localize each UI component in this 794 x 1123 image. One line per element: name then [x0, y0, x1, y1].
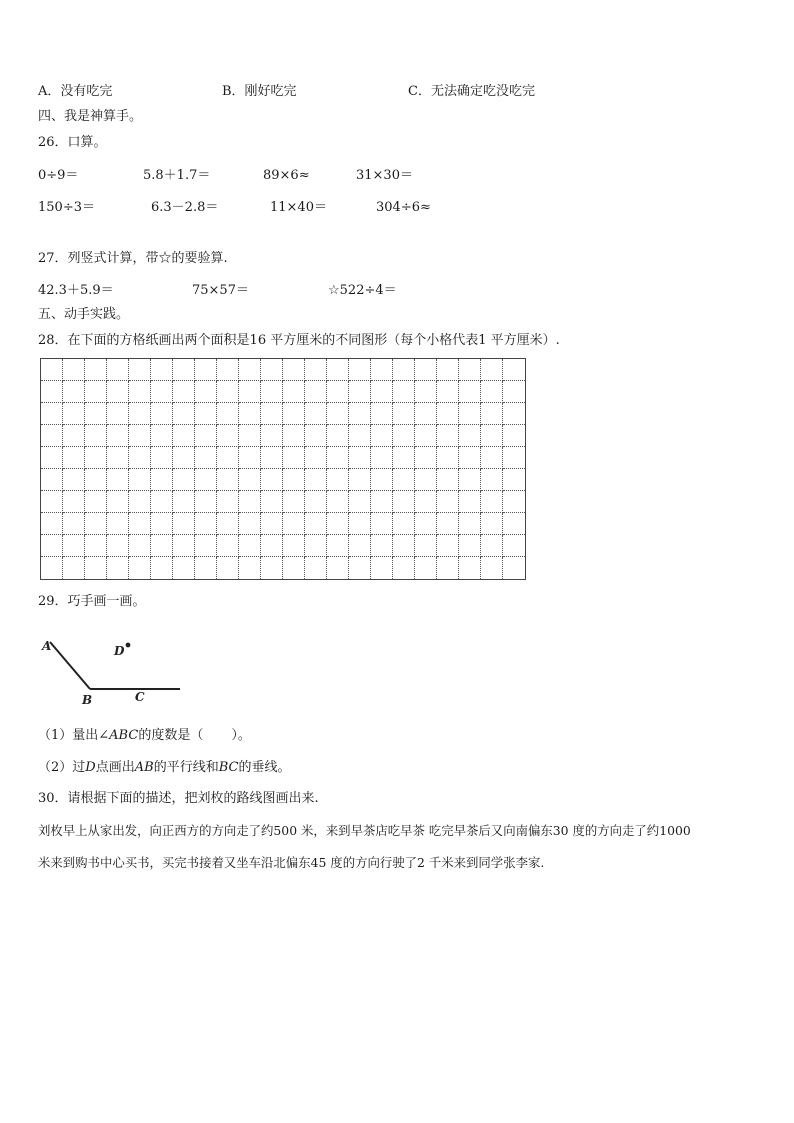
grid-cell[interactable] — [393, 447, 415, 469]
grid-cell[interactable] — [481, 425, 503, 447]
grid-cell[interactable] — [239, 447, 261, 469]
grid-cell[interactable] — [261, 381, 283, 403]
grid-cell[interactable] — [107, 359, 129, 381]
grid-cell[interactable] — [173, 403, 195, 425]
grid-cell[interactable] — [503, 425, 525, 447]
grid-cell[interactable] — [173, 513, 195, 535]
grid-cell[interactable] — [173, 381, 195, 403]
grid-cell[interactable] — [349, 557, 371, 579]
q29-sub2-pre: （2）过 — [38, 760, 86, 775]
q29-sub2-mid1: 点画出 — [95, 760, 135, 775]
grid-cell[interactable] — [41, 513, 63, 535]
point-d — [126, 643, 131, 648]
grid-cell[interactable] — [261, 447, 283, 469]
q28-title: 28．在下面的方格纸画出两个面积是16 平方厘米的不同图形（每个小格代表1 平方厘米）. — [38, 333, 560, 348]
grid-cell[interactable] — [85, 557, 107, 579]
grid-cell[interactable] — [327, 469, 349, 491]
grid-cell[interactable] — [481, 513, 503, 535]
grid-cell[interactable] — [173, 447, 195, 469]
grid-cell[interactable] — [371, 513, 393, 535]
grid-cell[interactable] — [217, 469, 239, 491]
grid-cell[interactable] — [195, 381, 217, 403]
grid-cell[interactable] — [283, 359, 305, 381]
grid-cell[interactable] — [239, 491, 261, 513]
grid-cell[interactable] — [305, 425, 327, 447]
grid-cell[interactable] — [63, 425, 85, 447]
grid-cell[interactable] — [129, 557, 151, 579]
grid-cell[interactable] — [217, 381, 239, 403]
grid-cell[interactable] — [503, 513, 525, 535]
q30-title: 30．请根据下面的描述，把刘枚的路线图画出来. — [38, 791, 319, 806]
grid-cell[interactable] — [437, 425, 459, 447]
grid-cell[interactable] — [393, 469, 415, 491]
grid-cell[interactable] — [503, 447, 525, 469]
grid-cell[interactable] — [283, 491, 305, 513]
grid-cell[interactable] — [261, 469, 283, 491]
grid-cell[interactable] — [85, 491, 107, 513]
grid-cell[interactable] — [239, 557, 261, 579]
grid-cell[interactable] — [239, 403, 261, 425]
grid-cell[interactable] — [415, 425, 437, 447]
grid-cell[interactable] — [41, 403, 63, 425]
grid-cell[interactable] — [371, 557, 393, 579]
grid-cell[interactable] — [371, 425, 393, 447]
grid-cell[interactable] — [283, 425, 305, 447]
grid-cell[interactable] — [305, 403, 327, 425]
grid-cell[interactable] — [129, 447, 151, 469]
grid-cell[interactable] — [283, 447, 305, 469]
grid-cell[interactable] — [195, 403, 217, 425]
grid-cell[interactable] — [129, 381, 151, 403]
grid-cell[interactable] — [459, 491, 481, 513]
grid-cell[interactable] — [85, 425, 107, 447]
q30-text-line1: 刘枚早上从家出发，向正西方的方向走了约500 米，来到早茶店吃早茶 吃完早茶后又向南偏东30 度的方向走了约1000 — [38, 823, 691, 838]
grid-cell[interactable] — [129, 403, 151, 425]
grid-cell[interactable] — [107, 381, 129, 403]
grid-cell[interactable] — [481, 491, 503, 513]
grid-cell[interactable] — [41, 491, 63, 513]
grid-cell[interactable] — [173, 425, 195, 447]
grid-cell[interactable] — [129, 469, 151, 491]
grid-cell[interactable] — [107, 557, 129, 579]
grid-cell[interactable] — [371, 447, 393, 469]
grid-cell[interactable] — [305, 447, 327, 469]
grid-cell[interactable] — [283, 513, 305, 535]
grid-cell[interactable] — [85, 403, 107, 425]
grid-cell[interactable] — [261, 403, 283, 425]
grid-cell[interactable] — [415, 557, 437, 579]
q29-sub2-point-d: D — [85, 760, 96, 775]
grid-cell[interactable] — [107, 535, 129, 557]
label-b: B — [82, 693, 93, 707]
grid-cell[interactable] — [217, 425, 239, 447]
q27-item: 75×57＝ — [192, 283, 249, 298]
grid-cell[interactable] — [481, 535, 503, 557]
grid-cell[interactable] — [151, 557, 173, 579]
grid-cell[interactable] — [393, 491, 415, 513]
grid-cell[interactable] — [63, 381, 85, 403]
grid-cell[interactable] — [327, 491, 349, 513]
q29-sub1-end: ）。 — [231, 728, 251, 743]
q29-sub2-ab: AB — [134, 760, 154, 775]
grid-cell[interactable] — [503, 359, 525, 381]
q29-sub1-post: 的度数是（ — [138, 728, 204, 743]
grid-cell[interactable] — [371, 359, 393, 381]
grid-cell[interactable] — [459, 513, 481, 535]
grid-cell[interactable] — [459, 359, 481, 381]
grid-cell[interactable] — [195, 447, 217, 469]
grid-cell[interactable] — [217, 535, 239, 557]
grid-cell[interactable] — [195, 491, 217, 513]
grid-cell[interactable] — [217, 491, 239, 513]
grid-cell[interactable] — [239, 381, 261, 403]
grid-cell[interactable] — [481, 447, 503, 469]
q26-item: 89×6≈ — [263, 168, 310, 183]
grid-cell[interactable] — [415, 381, 437, 403]
grid-cell[interactable] — [437, 447, 459, 469]
grid-cell[interactable] — [283, 469, 305, 491]
grid-cell[interactable] — [261, 425, 283, 447]
grid-cell[interactable] — [283, 535, 305, 557]
q29-sub1-angle: ∠ABC — [98, 728, 139, 743]
q26-title: 26．口算。 — [38, 135, 107, 150]
grid-cell[interactable] — [41, 447, 63, 469]
grid-cell[interactable] — [41, 535, 63, 557]
grid-cell[interactable] — [107, 425, 129, 447]
grid-cell[interactable] — [371, 469, 393, 491]
grid-cell[interactable] — [481, 403, 503, 425]
grid-cell[interactable] — [129, 513, 151, 535]
grid-cell[interactable] — [393, 403, 415, 425]
grid-cell[interactable] — [393, 557, 415, 579]
grid-cell[interactable] — [503, 381, 525, 403]
grid-cell[interactable] — [129, 359, 151, 381]
grid-paper[interactable] — [40, 358, 526, 580]
grid-cell[interactable] — [437, 557, 459, 579]
grid-cell[interactable] — [173, 535, 195, 557]
grid-cell[interactable] — [393, 381, 415, 403]
grid-cell[interactable] — [305, 469, 327, 491]
grid-cell[interactable] — [503, 535, 525, 557]
grid-cell[interactable] — [107, 469, 129, 491]
grid-cell[interactable] — [195, 359, 217, 381]
grid-cell[interactable] — [393, 425, 415, 447]
grid-cell[interactable] — [327, 513, 349, 535]
q26-item: 304÷6≈ — [376, 200, 431, 215]
grid-cell[interactable] — [481, 469, 503, 491]
grid-cell[interactable] — [107, 513, 129, 535]
grid-cell[interactable] — [85, 513, 107, 535]
grid-cell[interactable] — [503, 557, 525, 579]
grid-cell[interactable] — [459, 535, 481, 557]
grid-cell[interactable] — [437, 513, 459, 535]
q26-item: 0÷9＝ — [38, 168, 79, 183]
grid-cell[interactable] — [481, 381, 503, 403]
option-c: C．无法确定吃没吃完 — [408, 84, 535, 99]
grid-cell[interactable] — [437, 403, 459, 425]
grid-cell[interactable] — [349, 403, 371, 425]
grid-cell[interactable] — [349, 513, 371, 535]
grid-cell[interactable] — [129, 425, 151, 447]
grid-cell[interactable] — [415, 469, 437, 491]
grid-cell[interactable] — [129, 535, 151, 557]
grid-cell[interactable] — [349, 425, 371, 447]
grid-cell[interactable] — [129, 491, 151, 513]
grid-cell[interactable] — [437, 491, 459, 513]
grid-cell[interactable] — [503, 469, 525, 491]
q29-sub2-end: 的垂线。 — [238, 760, 291, 775]
grid-cell[interactable] — [217, 359, 239, 381]
grid-cell[interactable] — [305, 513, 327, 535]
grid-cell[interactable] — [371, 381, 393, 403]
q26-item: 6.3－2.8＝ — [151, 200, 219, 215]
label-d: D — [114, 644, 125, 658]
grid-cell[interactable] — [503, 403, 525, 425]
grid-cell[interactable] — [63, 403, 85, 425]
grid-cell[interactable] — [371, 535, 393, 557]
grid-cell[interactable] — [371, 491, 393, 513]
grid-cell[interactable] — [173, 491, 195, 513]
grid-cell[interactable] — [415, 403, 437, 425]
grid-cell[interactable] — [85, 359, 107, 381]
grid-cell[interactable] — [371, 403, 393, 425]
q29-sub2-mid2: 的平行线和 — [153, 760, 219, 775]
q27-title: 27．列竖式计算，带☆的要验算. — [38, 251, 228, 266]
grid-cell[interactable] — [393, 359, 415, 381]
grid-cell[interactable] — [327, 359, 349, 381]
grid-cell[interactable] — [327, 447, 349, 469]
grid-cell[interactable] — [239, 469, 261, 491]
grid-cell[interactable] — [349, 359, 371, 381]
grid-cell[interactable] — [217, 557, 239, 579]
grid-cell[interactable] — [459, 381, 481, 403]
grid-cell[interactable] — [151, 535, 173, 557]
grid-cell[interactable] — [283, 381, 305, 403]
grid-cell[interactable] — [261, 535, 283, 557]
grid-cell[interactable] — [437, 535, 459, 557]
grid-cell[interactable] — [217, 403, 239, 425]
q29-sub1-pre: （1）量出 — [38, 728, 99, 743]
label-a: A — [42, 639, 52, 653]
grid-cell[interactable] — [173, 359, 195, 381]
q26-item: 150÷3＝ — [38, 200, 95, 215]
grid-cell[interactable] — [107, 447, 129, 469]
grid-cell[interactable] — [151, 425, 173, 447]
section-5-heading: 五、动手实践。 — [38, 307, 130, 322]
grid-cell[interactable] — [195, 513, 217, 535]
grid-cell[interactable] — [459, 425, 481, 447]
grid-cell[interactable] — [195, 425, 217, 447]
grid-cell[interactable] — [349, 469, 371, 491]
grid-cell[interactable] — [437, 469, 459, 491]
grid-cell[interactable] — [41, 359, 63, 381]
angle-abc-figure — [36, 630, 186, 710]
grid-cell[interactable] — [459, 403, 481, 425]
grid-cell[interactable] — [459, 469, 481, 491]
label-c: C — [135, 690, 145, 704]
grid-cell[interactable] — [261, 557, 283, 579]
grid-cell[interactable] — [63, 469, 85, 491]
grid-cell[interactable] — [63, 447, 85, 469]
grid-cell[interactable] — [41, 425, 63, 447]
grid-cell[interactable] — [85, 447, 107, 469]
grid-cell[interactable] — [151, 403, 173, 425]
grid-cell[interactable] — [173, 469, 195, 491]
grid-cell[interactable] — [239, 513, 261, 535]
grid-cell[interactable] — [63, 513, 85, 535]
grid-cell[interactable] — [459, 557, 481, 579]
grid-cell[interactable] — [327, 535, 349, 557]
option-b: B．刚好吃完 — [222, 84, 297, 99]
grid-cell[interactable] — [415, 491, 437, 513]
grid-cell[interactable] — [503, 491, 525, 513]
grid-cell[interactable] — [63, 491, 85, 513]
grid-cell[interactable] — [195, 535, 217, 557]
grid-cell[interactable] — [217, 447, 239, 469]
option-a: A．没有吃完 — [38, 84, 113, 99]
grid-cell[interactable] — [85, 535, 107, 557]
grid-cell[interactable] — [327, 425, 349, 447]
grid-cell[interactable] — [415, 513, 437, 535]
grid-cell[interactable] — [195, 557, 217, 579]
q27-item: ☆522÷4＝ — [328, 283, 397, 298]
grid-cell[interactable] — [349, 447, 371, 469]
q26-item: 5.8＋1.7＝ — [143, 168, 211, 183]
grid-cell[interactable] — [239, 535, 261, 557]
ray-ba — [50, 642, 90, 689]
grid-cell[interactable] — [151, 359, 173, 381]
grid-cell[interactable] — [437, 381, 459, 403]
q29-title: 29．巧手画一画。 — [38, 594, 146, 609]
grid-cell[interactable] — [261, 491, 283, 513]
grid-cell[interactable] — [107, 491, 129, 513]
grid-cell[interactable] — [305, 535, 327, 557]
grid-cell[interactable] — [459, 447, 481, 469]
grid-cell[interactable] — [349, 381, 371, 403]
grid-cell[interactable] — [41, 469, 63, 491]
grid-cell[interactable] — [63, 359, 85, 381]
q29-sub2 — [38, 760, 290, 776]
grid-cell[interactable] — [349, 491, 371, 513]
q29-sub1 — [38, 728, 251, 744]
grid-cell[interactable] — [151, 491, 173, 513]
grid-cell[interactable] — [107, 403, 129, 425]
grid-cell[interactable] — [415, 535, 437, 557]
section-4-heading: 四、我是神算手。 — [38, 109, 143, 124]
grid-cell[interactable] — [41, 381, 63, 403]
q26-item: 11×40＝ — [270, 200, 327, 215]
grid-cell[interactable] — [151, 513, 173, 535]
grid-cell[interactable] — [393, 535, 415, 557]
q29-sub2-bc: BC — [218, 760, 239, 775]
grid-cell[interactable] — [151, 447, 173, 469]
grid-cell[interactable] — [151, 381, 173, 403]
grid-cell[interactable] — [217, 513, 239, 535]
grid-cell[interactable] — [437, 359, 459, 381]
grid-cell[interactable] — [481, 359, 503, 381]
grid-cell[interactable] — [305, 557, 327, 579]
grid-cell[interactable] — [151, 469, 173, 491]
grid-cell[interactable] — [481, 557, 503, 579]
grid-cell[interactable] — [239, 425, 261, 447]
grid-cell[interactable] — [327, 403, 349, 425]
grid-cell[interactable] — [283, 403, 305, 425]
grid-cell[interactable] — [85, 381, 107, 403]
grid-cell[interactable] — [415, 447, 437, 469]
grid-cell[interactable] — [305, 491, 327, 513]
grid-cell[interactable] — [261, 513, 283, 535]
grid-cell[interactable] — [63, 535, 85, 557]
grid-cell[interactable] — [305, 381, 327, 403]
grid-cell[interactable] — [305, 359, 327, 381]
grid-cell[interactable] — [327, 381, 349, 403]
grid-cell[interactable] — [327, 557, 349, 579]
grid-cell[interactable] — [173, 557, 195, 579]
grid-cell[interactable] — [415, 359, 437, 381]
grid-cell[interactable] — [63, 557, 85, 579]
q27-item: 42.3＋5.9＝ — [38, 283, 114, 298]
q26-item: 31×30＝ — [356, 168, 413, 183]
grid-cell[interactable] — [261, 359, 283, 381]
grid-cell[interactable] — [41, 557, 63, 579]
grid-cell[interactable] — [393, 513, 415, 535]
grid-cell[interactable] — [283, 557, 305, 579]
q30-text-line2: 米来到购书中心买书，买完书接着又坐车沿北偏东45 度的方向行驶了2 千米来到同学张李家. — [38, 855, 545, 870]
grid-cell[interactable] — [195, 469, 217, 491]
grid-cell[interactable] — [349, 535, 371, 557]
grid-cell[interactable] — [239, 359, 261, 381]
grid-cell[interactable] — [85, 469, 107, 491]
